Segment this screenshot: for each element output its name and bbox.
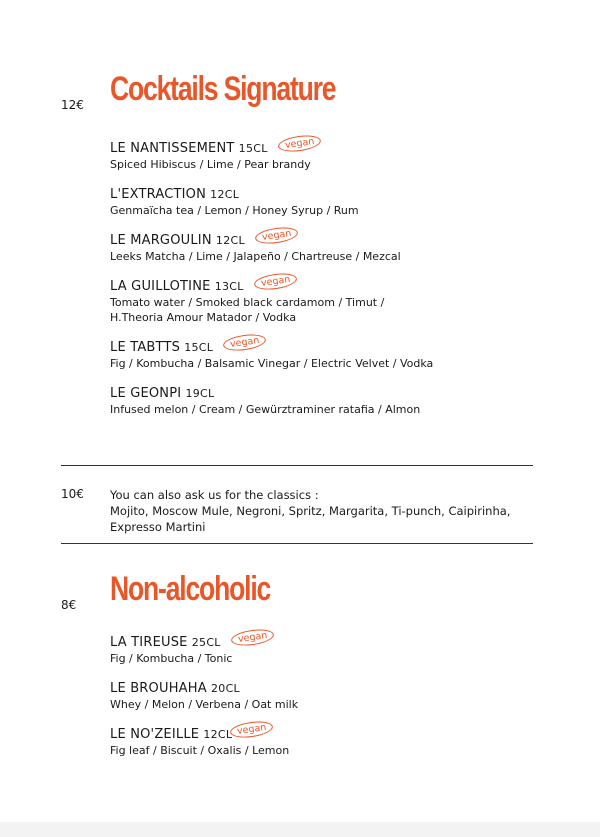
page-bottom-edge	[0, 822, 600, 837]
item-title	[110, 335, 550, 356]
menu-item	[110, 274, 550, 325]
item-title	[110, 722, 550, 743]
item-name: LE NANTISSEMENT	[110, 141, 235, 156]
item-volume: 20CL	[210, 682, 240, 695]
item-name: L'EXTRACTION	[110, 187, 207, 202]
item-volume: 12CL	[210, 188, 240, 201]
non-alcoholic-heading: Non-alcoholic	[110, 570, 271, 608]
vegan-badge: vegan	[253, 271, 298, 292]
vegan-badge: vegan	[254, 225, 299, 246]
menu-item	[110, 136, 550, 172]
item-volume: 13CL	[214, 280, 244, 293]
item-description: Spiced Hibiscus / Lime / Pear brandy	[110, 158, 311, 171]
item-title	[110, 186, 550, 203]
item-description: Genmaïcha tea / Lemon / Honey Syrup / Rum	[110, 204, 359, 217]
item-description: Infused melon / Cream / Gewürztraminer ratafia / Almon	[110, 403, 421, 416]
item-description: Leeks Matcha / Lime / Jalapeño / Chartreuse / Mezcal	[110, 250, 401, 263]
item-title	[110, 630, 550, 651]
item-name: LE GEONPI	[110, 386, 182, 401]
menu-item	[110, 630, 550, 666]
signature-price: 12€	[61, 98, 84, 112]
vegan-badge: vegan	[277, 133, 322, 154]
item-volume: 15CL	[238, 142, 268, 155]
classics-price: 10€	[61, 487, 84, 501]
divider	[61, 465, 533, 466]
signature-list	[110, 136, 550, 431]
signature-heading: Cocktails Signature	[110, 70, 336, 108]
vegan-badge: vegan	[223, 332, 268, 353]
item-volume: 19CL	[185, 387, 215, 400]
item-volume: 12CL	[203, 728, 233, 741]
item-title	[110, 385, 550, 402]
item-name: LE MARGOULIN	[110, 233, 212, 248]
classics-block	[110, 487, 550, 535]
classics-intro: You can also ask us for the classics :	[110, 488, 319, 502]
non-alcoholic-list	[110, 630, 550, 772]
item-name: LE NO'ZEILLE	[110, 727, 200, 742]
item-description: Fig leaf / Biscuit / Oxalis / Lemon	[110, 744, 290, 757]
item-name: LA TIREUSE	[110, 635, 188, 650]
item-title	[110, 228, 550, 249]
item-title	[110, 274, 550, 295]
classics-list: Mojito, Moscow Mule, Negroni, Spritz, Margarita, Ti-punch, Caipirinha, Expresso Martini	[110, 504, 511, 534]
item-name: LE TABTTS	[110, 340, 181, 355]
item-name: LE BROUHAHA	[110, 681, 207, 696]
menu-item	[110, 228, 550, 264]
item-volume: 15CL	[184, 341, 214, 354]
menu-item	[110, 680, 550, 712]
vegan-badge: vegan	[230, 719, 275, 740]
item-title	[110, 136, 550, 157]
item-volume: 25CL	[191, 636, 221, 649]
item-description: Tomato water / Smoked black cardamom / Timut / H.Theoria Amour Matador / Vodka	[110, 296, 385, 324]
menu-item	[110, 385, 550, 417]
item-volume: 12CL	[215, 234, 245, 247]
menu-item	[110, 722, 550, 758]
item-description: Whey / Melon / Verbena / Oat milk	[110, 698, 299, 711]
item-name: LA GUILLOTINE	[110, 279, 211, 294]
item-description: Fig / Kombucha / Balsamic Vinegar / Electric Velvet / Vodka	[110, 357, 434, 370]
item-title	[110, 680, 550, 697]
vegan-badge: vegan	[230, 627, 275, 648]
divider	[61, 543, 533, 544]
menu-item	[110, 335, 550, 371]
menu-item	[110, 186, 550, 218]
non-alcoholic-price: 8€	[61, 598, 77, 612]
item-description: Fig / Kombucha / Tonic	[110, 652, 233, 665]
